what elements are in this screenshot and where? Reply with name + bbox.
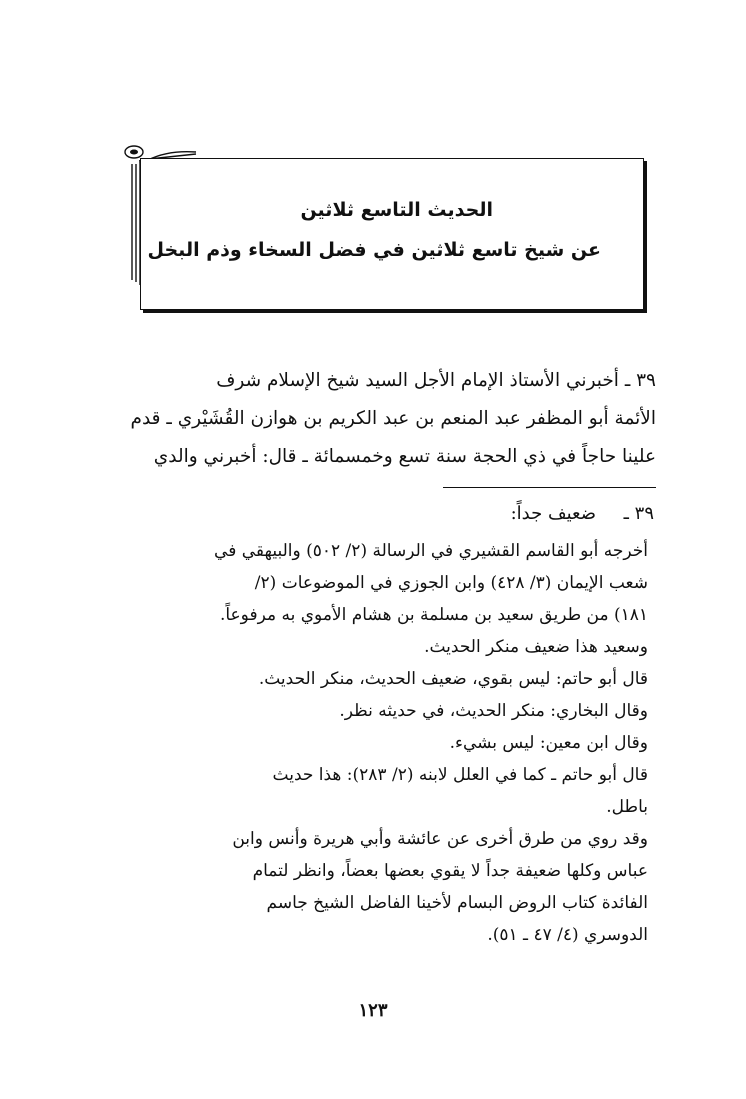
page-number: ١٢٣: [358, 1000, 388, 1021]
footnote-line: أخرجه أبو القاسم القشيري في الرسالة (٢/ ٥٠٢) والبيهقي في: [214, 541, 648, 561]
footnote-line: الفائدة كتاب الروض البسام لأخينا الفاضل الشيخ جاسم: [266, 893, 648, 913]
footnote-line: ١٨١) من طريق سعيد بن مسلمة بن هشام الأموي به مرفوعاً.: [219, 605, 648, 625]
footnote-number: ٣٩ ـ: [623, 503, 654, 524]
text-line: الأئمة أبو المظفر عبد المنعم بن عبد الكريم بن هوازن القُشَيْري ـ قدم: [130, 408, 656, 429]
text-line: ٣٩ ـ أخبرني الأستاذ الإمام الأجل السيد شيخ الإسلام شرف: [216, 370, 656, 391]
chapter-heading-box: [140, 158, 644, 310]
footnote-grade: ضعيف جداً:: [510, 503, 596, 524]
footnote-body: [100, 535, 648, 951]
text-line: علينا حاجاً في ذي الحجة سنة تسع وخمسمائة ـ قال: أخبرني والدي: [153, 446, 656, 467]
footnote-line: باطل.: [606, 797, 648, 817]
footnote-line: الدوسري (٤/ ٤٧ ـ ٥١).: [487, 925, 648, 945]
hadith-text: [96, 362, 656, 476]
chapter-subtitle: عن شيخ تاسع ثلاثين في فضل السخاء وذم البخل: [147, 239, 601, 261]
footnote-line: وسعيد هذا ضعيف منكر الحديث.: [424, 637, 648, 657]
footnote-line: وقد روي من طرق أخرى عن عائشة وأبي هريرة وأنس وابن: [232, 829, 648, 849]
footnote-line: عباس وكلها ضعيفة جداً لا يقوي بعضها بعضاً، وانظر لتمام: [252, 861, 648, 881]
footnote-line: وقال ابن معين: ليس بشيء.: [449, 733, 648, 753]
footnote-line: وقال البخاري: منكر الحديث، في حديثه نظر.: [339, 701, 648, 721]
footnote-line: قال أبو حاتم: ليس بقوي، ضعيف الحديث، منكر الحديث.: [258, 669, 648, 689]
chapter-title: الحديث التاسع ثلاثين: [300, 199, 493, 221]
footnote-line: شعب الإيمان (٣/ ٤٢٨) وابن الجوزي في الموضوعات (٢/: [254, 573, 648, 593]
footnote-line: قال أبو حاتم ـ كما في العلل لابنه (٢/ ٢٨٣): هذا حديث: [272, 765, 648, 785]
footnote-divider: [443, 487, 656, 488]
